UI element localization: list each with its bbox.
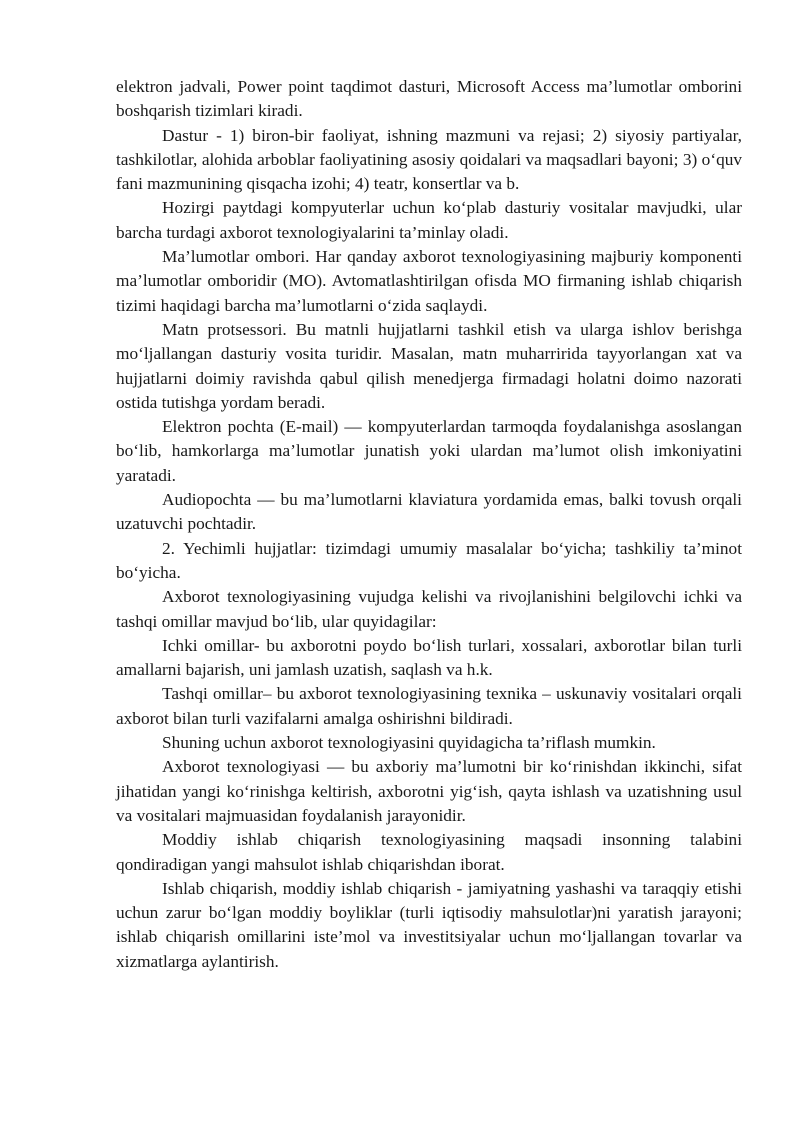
paragraph-15: Ishlab chiqarish, moddiy ishlab chiqarish - jamiyatning yashashi va taraqqiy etishi uchun zarur bo‘lgan moddiy boyliklar (turli iqtisodiy mahsulotlar)ni yaratish jarayoni; ishlab chiqarish omillarini iste’mol va investitsiyalar uchun mo‘ljallangan tovarlar va xizmatlarga aylantirish. <box>116 878 742 971</box>
paragraph-8: 2. Yechimli hujjatlar: tizimdagi umumiy masalalar bo‘yicha; tashkiliy ta’minot bo‘yicha. <box>116 538 742 582</box>
paragraph-10: Ichki omillar- bu axborotni poydo bo‘lish turlari, xossalari, axborotlar bilan turli amallarni bajarish, uni jamlash uzatish, saqlash va h.k. <box>116 635 742 680</box>
paragraph-6: Elektron pochta (E-mail) — kompyuterlardan tarmoqda foydalanishga asoslangan bo‘lib, hamkorlarga ma’lumotlar junatish yoki ulardan ma’lumot olish imkoniyatini yaratadi. <box>116 417 742 485</box>
paragraph-5: Matn protsessori. Bu matnli hujjatlarni tashkil etish va ularga ishlov berishga mo‘ljallangan dasturiy vosita turidir. Masalan, matn muharririda tayyorlangan xat va hujjatlarni doimiy ravishda qabul qilish menedjerga firmadagi holatni doimo nazorati ostida tutishga yordam beradi. <box>116 319 742 412</box>
paragraph-9: Axborot texnologiyasining vujudga kelishi va rivojlanishini belgilovchi ichki va tashqi omillar mavjud bo‘lib, ular quyidagilar: <box>116 587 742 631</box>
paragraph-12: Shuning uchun axborot texnologiyasini quyidagicha ta’riflash mumkin. <box>162 733 656 753</box>
paragraph-7: Audiopochta — bu ma’lumotlarni klaviatura yordamida emas, balki tovush orqali uzatuvchi pochtadir. <box>116 490 742 534</box>
paragraph-3: Hozirgi paytdagi kompyuterlar uchun ko‘plab dasturiy vositalar mavjudki, ular barcha turdagi axborot texnologiyalarini ta’minlay oladi. <box>116 198 742 242</box>
document-page <box>116 75 742 974</box>
paragraph-2: Dastur - 1) biron-bir faoliyat, ishning mazmuni va rejasi; 2) siyosiy partiyalar, tashkilotlar, alohida arboblar faoliyatining asosiy qoidalari va maqsadlari bayoni; 3) o‘quv fani mazmunining qisqacha izohi; 4) teatr, konsertlar va b. <box>116 125 742 194</box>
paragraph-1: elektron jadvali, Power point taqdimot dasturi, Microsoft Access ma’lumotlar omborini boshqarish tizimlari kiradi. <box>116 77 742 121</box>
paragraph-14: Moddiy ishlab chiqarish texnologiyasining maqsadi insonning talabini qondiradigan yangi mahsulot ishlab chiqarishdan iborat. <box>116 830 742 874</box>
paragraph-11: Tashqi omillar– bu axborot texnologiyasining texnika – uskunaviy vositalari orqali axborot bilan turli vazifalarni amalga oshirishni bildiradi. <box>116 684 742 728</box>
paragraph-13: Axborot texnologiyasi — bu axboriy ma’lumotni bir ko‘rinishdan ikkinchi, sifat jihatidan yangi ko‘rinishga keltirish, axborotni yig‘ish, qayta ishlash va uzatishning usul va vositalari majmuasidan foydalanish jarayonidir. <box>116 757 742 825</box>
paragraph-4: Ma’lumotlar ombori. Har qanday axborot texnologiyasining majburiy komponenti ma’lumotlar omboridir (MO). Avtomatlashtirilgan ofisda MO firmaning ishlab chiqarish tizimi haqidagi barcha ma’lumotlarni o‘zida saqlaydi. <box>116 247 742 315</box>
